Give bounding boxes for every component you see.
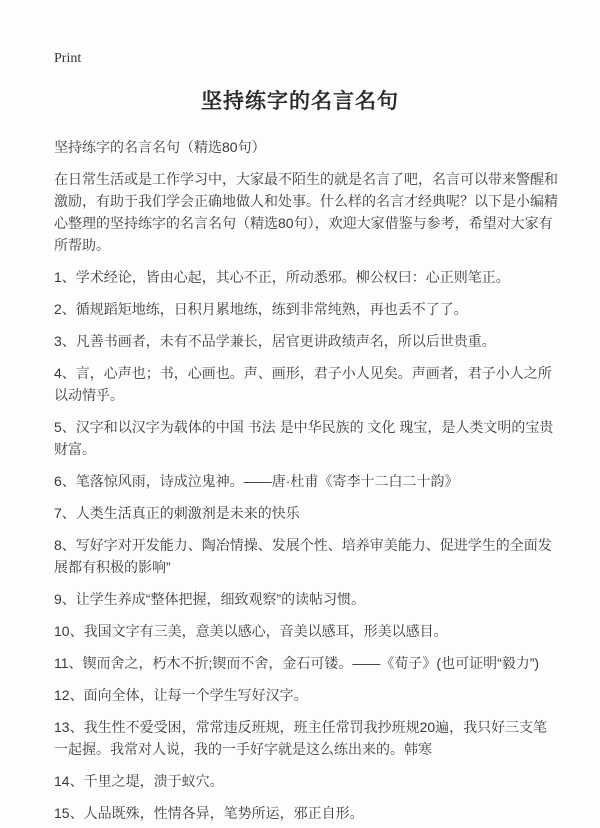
quote-item: 10、我国文字有三美，意美以感心，音美以感耳，形美以感目。 bbox=[54, 623, 448, 639]
quote-item: 7、人类生活真正的刺激剂是未来的快乐 bbox=[54, 505, 300, 521]
quote-item: 1、学术经论，皆由心起，其心不正，所动悉邪。柳公权曰：心正则笔正。 bbox=[54, 269, 510, 285]
quote-item: 5、汉字和以汉字为载体的中国 书法 是中华民族的 文化 瑰宝，是人类文明的宝贵财富。 bbox=[54, 419, 554, 457]
quote-item: 13、我生性不爱受困，常常违反班规，班主任常罚我抄班规20遍，我只好三支笔一起握。我常对人说，我的一手好字就是这么练出来的。韩寒 bbox=[54, 719, 548, 757]
quote-item: 6、笔落惊风雨，诗成泣鬼神。——唐·杜甫《寄李十二白二十韵》 bbox=[54, 473, 459, 489]
quote-item: 9、让学生养成“整体把握，细致观察”的读帖习惯。 bbox=[54, 591, 366, 607]
quote-item: 14、千里之堤，溃于蚁穴。 bbox=[54, 773, 224, 789]
page-title: 坚持练字的名言名句 bbox=[201, 90, 399, 113]
document-body bbox=[54, 136, 560, 824]
quote-item: 15、人品既殊，性情各异，笔势所运，邪正自形。 bbox=[54, 805, 364, 821]
quote-item: 11、锲而舍之，朽木不折;锲而不舍，金石可镂。——《荀子》(也可证明“毅力”) bbox=[54, 655, 540, 671]
quote-item: 3、凡善书画者，未有不品学兼长，居官更讲政绩声名，所以后世贵重。 bbox=[54, 333, 496, 349]
intro-paragraph: 在日常生活或是工作学习中，大家最不陌生的就是名言了吧，名言可以带来警醒和激励，有助于我们学会正确地做人和处事。什么样的名言才经典呢？以下是小编精心整理的坚持练字的名言名句（精选80句），欢迎大家借鉴与参考，希望对大家有所帮助。 bbox=[54, 171, 558, 253]
quote-item: 8、写好字对开发能力、陶冶情操、发展个性、培养审美能力、促进学生的全面发展都有积极的影响” bbox=[54, 537, 552, 575]
quote-item: 12、面向全体，让每一个学生写好汉字。 bbox=[54, 687, 308, 703]
quote-item: 4、言，心声也；书，心画也。声、画形，君子小人见矣。声画者，君子小人之所以动情乎。 bbox=[54, 365, 552, 403]
subtitle: 坚持练字的名言名句（精选80句） bbox=[54, 139, 266, 155]
print-link[interactable]: Print bbox=[54, 51, 82, 66]
quote-item: 2、循规蹈矩地练，日积月累地练，练到非常纯熟，再也丢不了了。 bbox=[54, 301, 468, 317]
